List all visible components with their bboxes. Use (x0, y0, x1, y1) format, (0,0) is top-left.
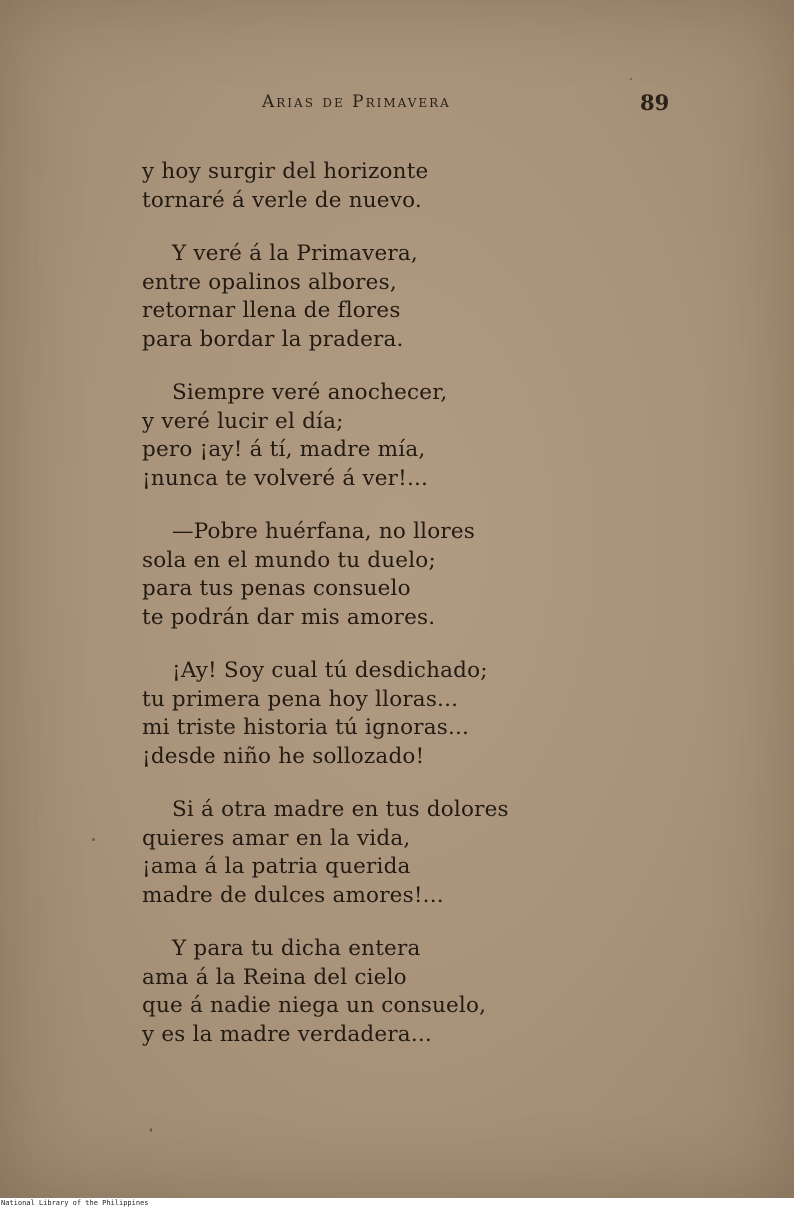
poem-line: ama á la Reina del cielo (142, 964, 407, 990)
poem-line: y veré lucir el día; (142, 408, 344, 434)
poem-line: y es la madre verdadera... (142, 1021, 432, 1047)
running-title: Arias de Primavera (262, 92, 451, 112)
stanza (142, 796, 702, 910)
poem-line: ¡nunca te volveré á ver!... (142, 465, 429, 491)
poem-text (142, 158, 702, 1074)
stanza (142, 158, 702, 215)
poem-line: retornar llena de flores (142, 298, 401, 323)
poem-line: que á nadie niega un consuelo, (142, 993, 487, 1018)
stanza (142, 240, 702, 354)
poem-line: tornaré á verle de nuevo. (142, 187, 422, 213)
page-number: 89 (640, 90, 670, 115)
poem-line: mi triste historia tú ignoras... (142, 715, 470, 740)
stanza (142, 657, 702, 771)
poem-line: Y veré á la Primavera, (172, 241, 418, 266)
poem-line: Y para tu dicha entera (172, 936, 421, 961)
stanza (142, 518, 702, 632)
poem-line: sola en el mundo tu duelo; (142, 547, 436, 573)
poem-line: ¡desde niño he sollozado! (142, 743, 425, 769)
poem-line: ¡Ay! Soy cual tú desdichado; (172, 658, 488, 683)
poem-line: madre de dulces amores!... (142, 882, 444, 908)
poem-line: ¡ama á la patria querida (142, 854, 411, 879)
paper-speck (150, 1128, 152, 1132)
poem-line: te podrán dar mis amores. (142, 604, 436, 630)
paper-speck (92, 838, 95, 841)
scan-credit: National Library of the Philippines (0, 1198, 794, 1208)
paper-speck (630, 78, 632, 80)
poem-line: —Pobre huérfana, no llores (172, 519, 475, 544)
poem-line: para bordar la pradera. (142, 326, 404, 352)
poem-line: y hoy surgir del horizonte (142, 159, 429, 184)
poem-line: Siempre veré anochecer, (172, 380, 448, 405)
poem-line: entre opalinos albores, (142, 269, 397, 295)
poem-line: quieres amar en la vida, (142, 825, 411, 851)
poem-line: tu primera pena hoy lloras... (142, 686, 459, 712)
poem-line: pero ¡ay! á tí, madre mía, (142, 437, 426, 462)
stanza (142, 935, 702, 1049)
poem-line: para tus penas consuelo (142, 576, 411, 601)
stanza (142, 379, 702, 493)
poem-line: Si á otra madre en tus dolores (172, 797, 509, 822)
